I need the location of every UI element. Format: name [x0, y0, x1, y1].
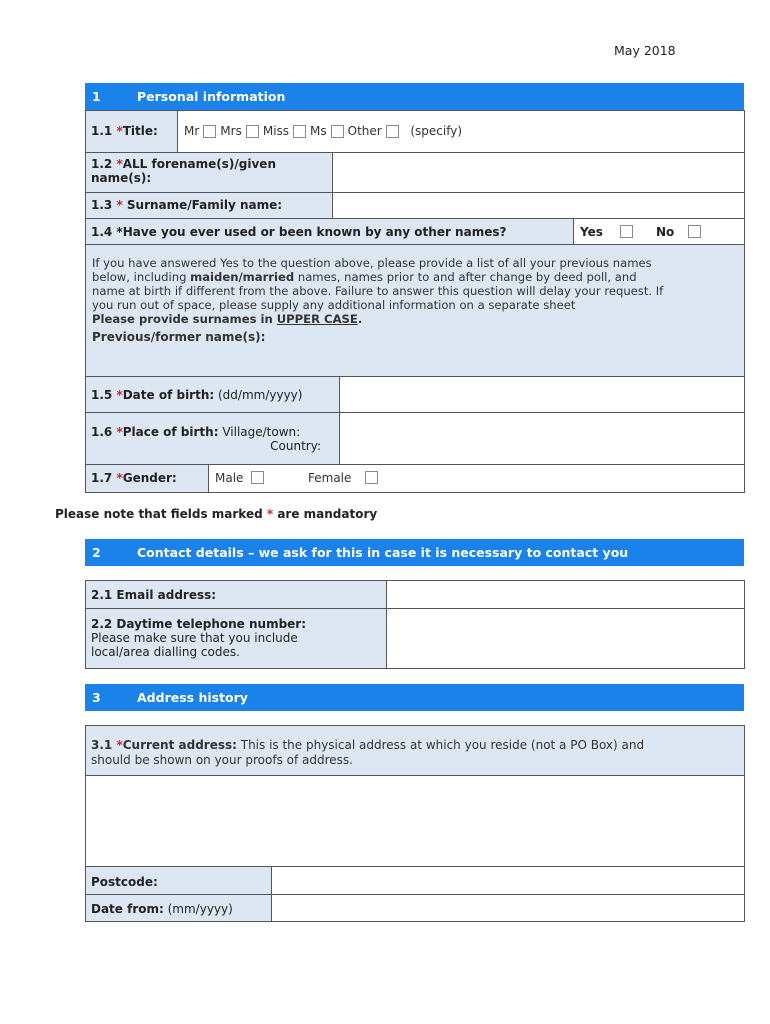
no-checkbox[interactable]	[688, 225, 701, 238]
forenames-input[interactable]	[333, 153, 744, 193]
pob-country-label: Country:	[270, 439, 321, 453]
previous-names-instructions: If you have answered Yes to the question above, please provide a list of all your previous names below, including maiden/married names, names prior to and after change by deed poll, and name at birth if different from the above. Failure to answer this question will delay your request. If you run out of space, please supply any additional information on a separate sheet Please provide surnames in UPPER CASE. Previous/former name(s):	[92, 256, 742, 344]
option-mrs: Mrs	[220, 124, 242, 138]
section-number: 3	[92, 690, 101, 705]
current-address-label: 3.1 *Current address: This is the physical address at which you reside (not a PO Box) and should be shown on your proofs of address.	[91, 738, 645, 767]
date-from-label: Date from: (mm/yyyy)	[91, 902, 233, 916]
section-header-personal	[85, 83, 744, 110]
mandatory-note: Please note that fields marked * are mandatory	[55, 507, 378, 521]
date-from-label-cell	[86, 895, 272, 921]
phone-label-cell	[86, 609, 387, 668]
title-label: 1.1 *Title:	[91, 124, 158, 138]
section-title: Personal information	[137, 89, 286, 104]
gender-label: 1.7 *Gender:	[91, 471, 177, 485]
forenames-label-cell	[86, 153, 333, 193]
surname-label-cell	[86, 193, 333, 219]
miss-checkbox[interactable]	[293, 125, 306, 138]
yes-label: Yes	[580, 225, 603, 239]
option-miss: Miss	[262, 124, 290, 138]
contact-table	[85, 580, 745, 669]
section-number: 1	[92, 89, 101, 104]
male-label: Male	[215, 471, 244, 485]
phone-input[interactable]	[387, 609, 744, 668]
title-options	[184, 124, 462, 138]
option-mr: Mr	[184, 124, 200, 138]
forenames-label: 1.2 *ALL forename(s)/given name(s):	[91, 157, 276, 185]
postcode-label: Postcode:	[91, 875, 158, 889]
pob-input[interactable]	[340, 413, 744, 465]
current-address-input[interactable]	[86, 776, 744, 867]
postcode-label-cell	[86, 867, 272, 895]
title-label-cell	[86, 111, 178, 153]
female-label: Female	[308, 471, 352, 485]
other-checkbox[interactable]	[386, 125, 399, 138]
other-names-question: 1.4 *Have you ever used or been known by any other names?	[91, 225, 507, 239]
postcode-input[interactable]	[272, 867, 744, 895]
option-other: Other	[347, 124, 382, 138]
section-header-address	[85, 684, 744, 711]
section-title: Contact details – we ask for this in case it is necessary to contact you	[137, 545, 629, 560]
section-header-contact	[85, 539, 744, 566]
previous-names-block	[86, 245, 744, 377]
address-table	[85, 725, 745, 922]
option-ms: Ms	[310, 124, 327, 138]
current-address-label-cell	[86, 726, 744, 776]
mrs-checkbox[interactable]	[246, 125, 259, 138]
gender-options-cell	[209, 465, 744, 492]
no-label: No	[656, 225, 675, 239]
pob-label-cell	[86, 413, 340, 465]
ms-checkbox[interactable]	[331, 125, 344, 138]
mr-checkbox[interactable]	[203, 125, 216, 138]
other-names-answer-cell	[574, 219, 744, 245]
surname-input[interactable]	[333, 193, 744, 219]
email-input[interactable]	[387, 581, 744, 609]
phone-label: 2.2 Daytime telephone number: Please make sure that you include local/area dialling codes.	[91, 617, 307, 659]
personal-info-table	[85, 110, 745, 493]
title-options-cell	[178, 111, 744, 153]
gender-label-cell	[86, 465, 209, 492]
pob-label: 1.6 *Place of birth: Village/town:	[91, 425, 301, 439]
previous-names-label: Previous/former name(s):	[92, 330, 266, 344]
yes-checkbox[interactable]	[620, 225, 633, 238]
dob-input[interactable]	[340, 377, 744, 413]
dob-label: 1.5 *Date of birth: (dd/mm/yyyy)	[91, 388, 303, 402]
specify-hint: (specify)	[410, 124, 463, 138]
other-names-question-cell	[86, 219, 574, 245]
section-number: 2	[92, 545, 101, 560]
email-label-cell	[86, 581, 387, 609]
male-checkbox[interactable]	[251, 471, 264, 484]
section-title: Address history	[137, 690, 248, 705]
document-date: May 2018	[614, 43, 676, 58]
email-label: 2.1 Email address:	[91, 588, 217, 602]
surname-label: 1.3 * Surname/Family name:	[91, 198, 283, 212]
date-from-input[interactable]	[272, 895, 744, 921]
dob-label-cell	[86, 377, 340, 413]
female-checkbox[interactable]	[365, 471, 378, 484]
